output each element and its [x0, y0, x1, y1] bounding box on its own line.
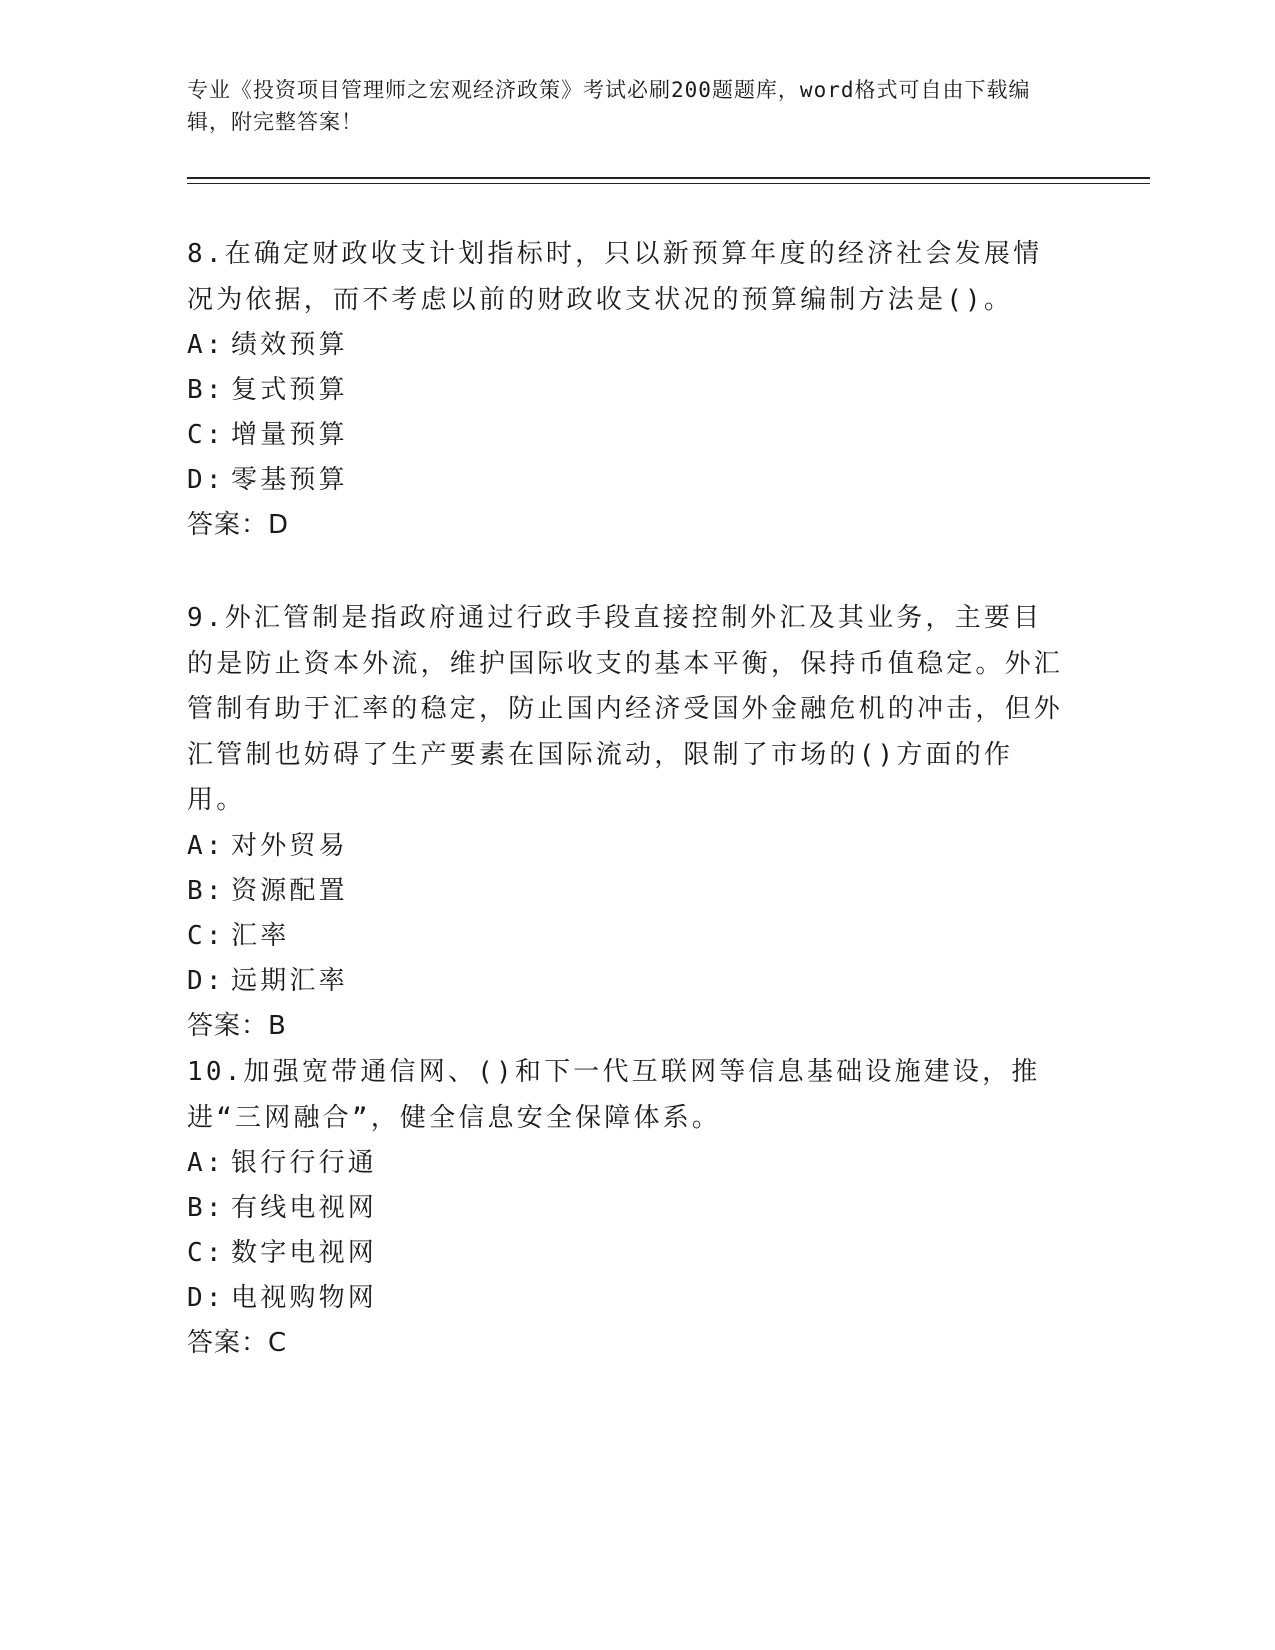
document-intro: 专业《投资项目管理师之宏观经济政策》考试必刷200题题库，word格式可自由下载编辑，附完整答案！	[187, 78, 1031, 134]
option-text: 数字电视网	[231, 1238, 378, 1268]
option-text: 增量预算	[231, 420, 348, 450]
option-c	[187, 914, 1067, 959]
option-letter: C:	[187, 1238, 225, 1268]
answer-label: 答案：D	[187, 510, 290, 540]
question-text: 10.加强宽带通信网、()和下一代互联网等信息基础设施建设，推进“三网融合”，健全信息安全保障体系。	[187, 1057, 1041, 1133]
option-a	[187, 1141, 1067, 1186]
option-text: 远期汇率	[231, 965, 348, 996]
option-b	[187, 368, 1067, 413]
option-letter: C:	[187, 420, 225, 450]
option-text: 复式预算	[231, 375, 348, 405]
option-d	[187, 458, 1067, 503]
option-a	[187, 323, 1067, 368]
option-text: 银行行行通	[231, 1148, 378, 1178]
option-b	[187, 869, 1067, 914]
option-letter: B:	[187, 875, 225, 906]
option-letter: D:	[187, 465, 225, 495]
option-letter: A:	[187, 330, 225, 360]
option-letter: C:	[187, 920, 225, 951]
answer-label: 答案：B	[187, 1010, 287, 1041]
answer-label: 答案：C	[187, 1328, 288, 1358]
option-text: 绩效预算	[231, 330, 348, 360]
option-text: 有线电视网	[231, 1193, 378, 1223]
question-9	[187, 596, 1067, 1049]
option-letter: B:	[187, 1193, 225, 1223]
option-letter: B:	[187, 375, 225, 405]
option-d	[187, 1276, 1067, 1321]
option-c	[187, 413, 1067, 458]
option-letter: A:	[187, 1148, 225, 1178]
question-8	[187, 232, 1067, 548]
option-text: 电视购物网	[231, 1283, 378, 1313]
option-text: 零基预算	[231, 465, 348, 495]
header-divider-thick	[187, 177, 1150, 179]
option-a	[187, 824, 1067, 869]
option-c	[187, 1231, 1067, 1276]
question-text: 9.外汇管制是指政府通过行政手段直接控制外汇及其业务，主要目的是防止资本外流，维护国际收支的基本平衡，保持币值稳定。外汇管制有助于汇率的稳定，防止国内经济受国外金融危机的冲击，但外汇管制也妨碍了生产要素在国际流动，限制了市场的()方面的作用。	[187, 603, 1064, 815]
question-text: 8.在确定财政收支计划指标时，只以新预算年度的经济社会发展情况为依据，而不考虑以前的财政收支状况的预算编制方法是()。	[187, 239, 1043, 315]
option-letter: A:	[187, 830, 225, 861]
question-10	[187, 1050, 1067, 1366]
option-letter: D:	[187, 1283, 225, 1313]
option-b	[187, 1186, 1067, 1231]
option-d	[187, 959, 1067, 1004]
option-text: 对外贸易	[231, 830, 348, 861]
option-letter: D:	[187, 965, 225, 996]
option-text: 汇率	[231, 920, 290, 951]
option-text: 资源配置	[231, 875, 348, 906]
header-divider-thin	[187, 183, 1150, 184]
